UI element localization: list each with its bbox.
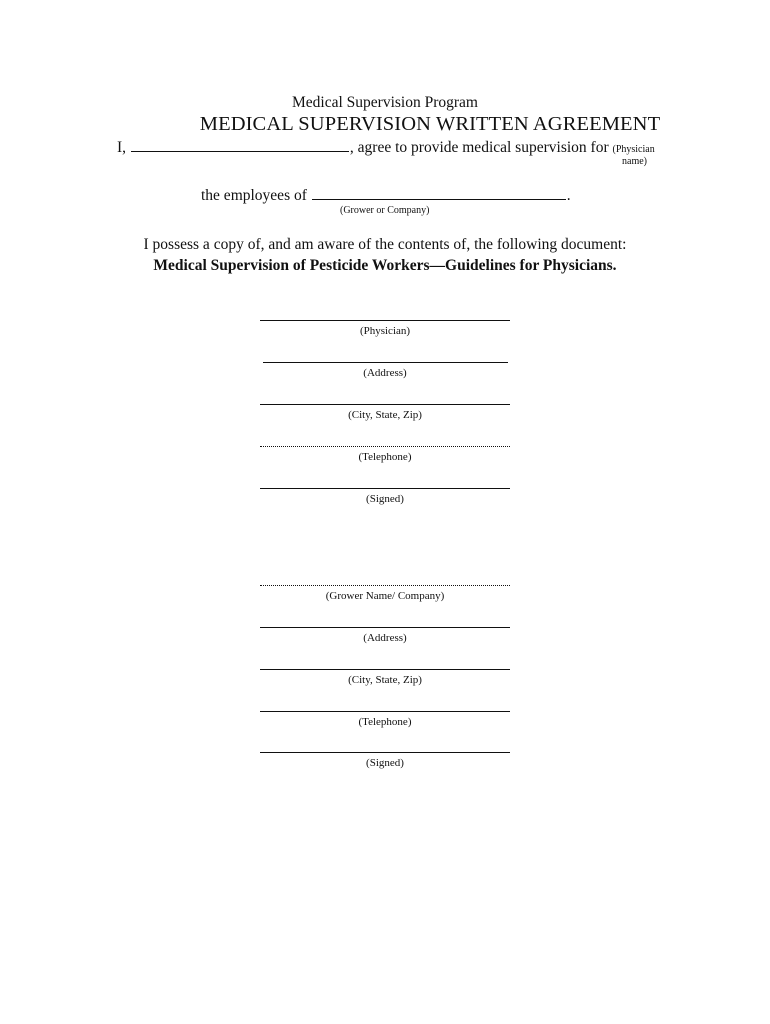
grower-city-state-zip-line[interactable] — [260, 669, 510, 670]
physician-signed-field[interactable] — [260, 488, 510, 505]
grower-name-line[interactable] — [260, 585, 510, 586]
pronoun-text: I, — [117, 139, 127, 156]
physician-name-blank[interactable] — [131, 150, 349, 152]
document-statement: I possess a copy of, and am aware of the contents of, the following document: — [143, 236, 627, 253]
physician-signed-line[interactable] — [260, 488, 510, 489]
grower-signed-label: (Signed) — [366, 757, 404, 769]
physician-city-state-zip-label: (City, State, Zip) — [348, 409, 422, 421]
physician-city-state-zip-field[interactable] — [260, 404, 510, 421]
agreement-title: MEDICAL SUPERVISION WRITTEN AGREEMENT — [199, 113, 661, 135]
physician-field[interactable] — [260, 320, 510, 337]
grower-name-label: (Grower Name/ Company) — [325, 590, 445, 602]
employees-text: the employees of — [201, 187, 307, 204]
physician-signature-line[interactable] — [260, 320, 510, 321]
physician-telephone-line[interactable] — [260, 446, 510, 447]
grower-signed-field[interactable] — [260, 752, 510, 769]
grower-name-field[interactable] — [260, 585, 510, 602]
grower-company-blank[interactable] — [312, 198, 566, 200]
document-title: Medical Supervision of Pesticide Workers—Guidelines for Physicians. — [153, 257, 617, 274]
agree-text: , agree to provide medical supervision for — [349, 139, 609, 156]
grower-telephone-field[interactable] — [260, 711, 510, 728]
grower-city-state-zip-field[interactable] — [260, 669, 510, 686]
grower-telephone-label: (Telephone) — [358, 716, 412, 728]
period-text: . — [566, 187, 571, 204]
grower-address-line[interactable] — [260, 627, 510, 628]
physician-address-line[interactable] — [263, 362, 508, 363]
grower-note: (Grower or Company) — [340, 205, 430, 216]
physician-signed-label: (Signed) — [366, 493, 404, 505]
agreement-line-physician — [117, 139, 655, 157]
agreement-line-employees — [201, 187, 571, 205]
physician-note-part2: name) — [622, 156, 647, 167]
grower-address-label: (Address) — [363, 632, 407, 644]
physician-address-field[interactable] — [260, 362, 510, 379]
physician-address-label: (Address) — [363, 367, 407, 379]
grower-address-field[interactable] — [260, 627, 510, 644]
grower-city-state-zip-label: (City, State, Zip) — [348, 674, 422, 686]
physician-label: (Physician) — [359, 325, 411, 337]
grower-telephone-line[interactable] — [260, 711, 510, 712]
grower-signed-line[interactable] — [260, 752, 510, 753]
physician-telephone-label: (Telephone) — [358, 451, 412, 463]
program-title: Medical Supervision Program — [292, 94, 478, 111]
physician-city-state-zip-line[interactable] — [260, 404, 510, 405]
physician-note-part1: (Physician — [612, 144, 655, 155]
physician-telephone-field[interactable] — [260, 446, 510, 463]
